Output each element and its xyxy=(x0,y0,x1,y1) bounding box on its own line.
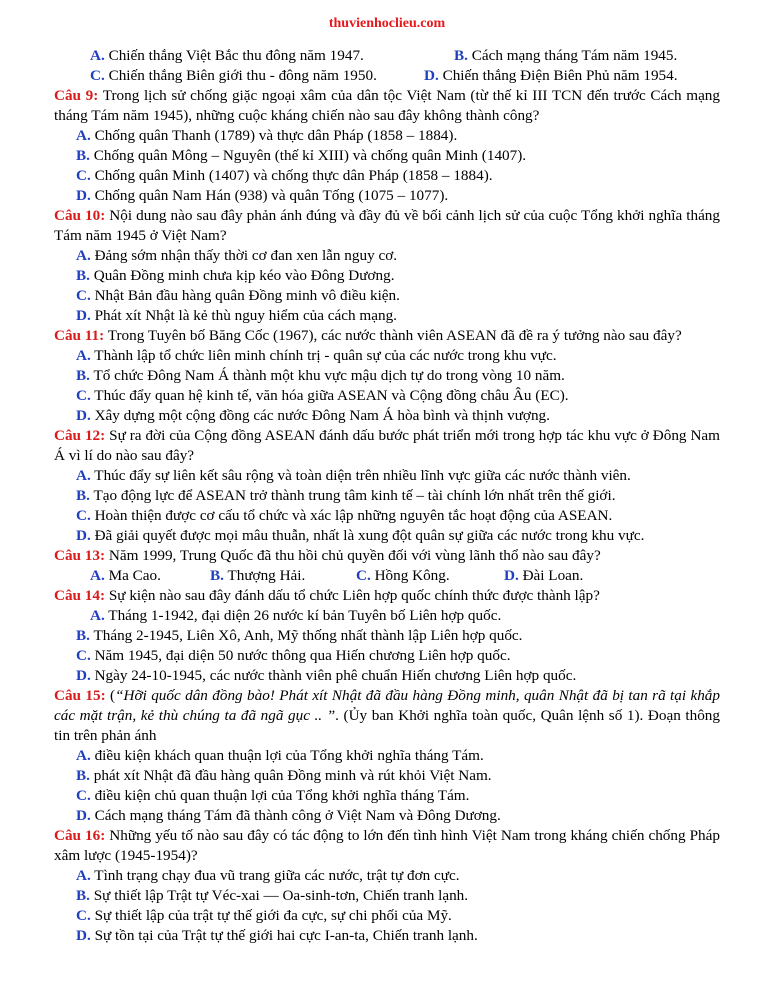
question-14: Câu 14: Sự kiện nào sau đây đánh dấu tổ chức Liên hợp quốc chính thức được thành lập? xyxy=(54,587,600,604)
q9-option-d: D. Chống quân Nam Hán (938) và quân Tống (1075 – 1077). xyxy=(76,187,449,204)
question-list xyxy=(54,46,720,946)
site-header: thuvienhoclieu.com xyxy=(328,16,446,31)
q15-option-c: C. điều kiện chủ quan thuận lợi của Tổng khởi nghĩa tháng Tám. xyxy=(76,787,470,804)
question-16: Câu 16: Những yếu tố nào sau đây có tác động to lớn đến tình hình Việt Nam trong kháng chiến chống Pháp xâm lược (1945-1954)? xyxy=(54,827,720,864)
options-row-2 xyxy=(54,66,720,86)
question-13: Câu 13: Năm 1999, Trung Quốc đã thu hồi chủ quyền đối với vùng lãnh thổ nào sau đây? xyxy=(54,547,601,564)
option-a: A. Chiến thắng Việt Bắc thu đông năm 1947. xyxy=(90,47,364,64)
question-9: Câu 9: Trong lịch sử chống giặc ngoại xâm của dân tộc Việt Nam (từ thế kỉ III TCN đến trước Cách mạng tháng Tám năm 1945), những cuộc kháng chiến nào sau đây không thành công? xyxy=(54,87,720,124)
option-c: C. Chiến thắng Biên giới thu - đông năm 1950. xyxy=(90,67,377,84)
q16-option-a: A. Tình trạng chạy đua vũ trang giữa các nước, trật tự đơn cực. xyxy=(76,867,460,884)
question-12: Câu 12: Sự ra đời của Cộng đồng ASEAN đánh dấu bước phát triển mới trong hợp tác khu vực ở Đông Nam Á vì lí do nào sau đây? xyxy=(54,427,720,464)
q15-option-d: D. Cách mạng tháng Tám đã thành công ở Việt Nam và Đông Dương. xyxy=(76,807,501,824)
q13-options-row xyxy=(54,566,720,586)
q11-option-a: A. Thành lập tổ chức liên minh chính trị - quân sự của các nước trong khu vực. xyxy=(76,347,557,364)
q12-option-c: C. Hoàn thiện được cơ cấu tổ chức và xác lập những nguyên tắc hoạt động của ASEAN. xyxy=(76,507,613,524)
q9-option-c: C. Chống quân Minh (1407) và chống thực dân Pháp (1858 – 1884). xyxy=(76,167,493,184)
q11-option-d: D. Xây dựng một cộng đồng các nước Đông Nam Á hòa bình và thịnh vượng. xyxy=(76,407,550,424)
q12-option-a: A. Thúc đẩy sự liên kết sâu rộng và toàn diện trên nhiều lĩnh vực giữa các nước thành viên. xyxy=(76,467,631,484)
q9-option-a: A. Chống quân Thanh (1789) và thực dân Pháp (1858 – 1884). xyxy=(76,127,458,144)
question-11: Câu 11: Trong Tuyên bố Băng Cốc (1967), các nước thành viên ASEAN đã đề ra ý tưởng nào sau đây? xyxy=(54,327,682,344)
quote-text: “Hỡi quốc dân đồng bào! Phát xít Nhật đã đầu hàng Đồng minh, quân Nhật đã bị tan rã tại khắp các mặt trận, kẻ thù chúng ta đã ngã gục .. ” xyxy=(54,687,720,724)
option-b: B. Cách mạng tháng Tám năm 1945. xyxy=(454,47,678,64)
q14-option-c: C. Năm 1945, đại diện 50 nước thông qua Hiến chương Liên hợp quốc. xyxy=(76,647,511,664)
q15-option-a: A. điều kiện khách quan thuận lợi của Tổng khởi nghĩa tháng Tám. xyxy=(76,747,484,764)
q13-option-c: C. Hồng Kông. xyxy=(356,567,450,584)
q9-option-b: B. Chống quân Mông – Nguyên (thế kỉ XIII) và chống quân Minh (1407). xyxy=(76,147,527,164)
q10-option-d: D. Phát xít Nhật là kẻ thù nguy hiểm của cách mạng. xyxy=(76,307,397,324)
q11-option-b: B. Tổ chức Đông Nam Á thành một khu vực mậu dịch tự do trong vòng 10 năm. xyxy=(76,367,565,384)
q16-option-c: C. Sự thiết lập của trật tự thế giới đa cực, sự chi phối của Mỹ. xyxy=(76,907,452,924)
q14-option-a: A. Tháng 1-1942, đại diện 26 nước kí bản Tuyên bố Liên hợp quốc. xyxy=(90,607,502,624)
q16-option-d: D. Sự tồn tại của Trật tự thế giới hai cực I-an-ta, Chiến tranh lạnh. xyxy=(76,927,478,944)
q10-option-a: A. Đảng sớm nhận thấy thời cơ đan xen lẫn nguy cơ. xyxy=(76,247,398,264)
q14-option-b: B. Tháng 2-1945, Liên Xô, Anh, Mỹ thống nhất thành lập Liên hợp quốc. xyxy=(76,627,523,644)
question-15: Câu 15: (“Hỡi quốc dân đồng bào! Phát xít Nhật đã đầu hàng Đồng minh, quân Nhật đã bị tan rã tại khắp các mặt trận, kẻ thù chúng ta đã ngã gục .. ”. (Ủy ban Khởi nghĩa toàn quốc, Quân lệnh số 1). Đoạn thông tin trên phản ánh xyxy=(54,687,720,744)
q16-option-b: B. Sự thiết lập Trật tự Véc-xai — Oa-sinh-tơn, Chiến tranh lạnh. xyxy=(76,887,469,904)
q14-option-d: D. Ngày 24-10-1945, các nước thành viên phê chuẩn Hiến chương Liên hợp quốc. xyxy=(76,667,577,684)
q15-option-b: B. phát xít Nhật đã đầu hàng quân Đồng minh và rút khỏi Việt Nam. xyxy=(76,767,492,784)
option-d: D. Chiến thắng Điện Biên Phủ năm 1954. xyxy=(424,67,678,84)
q13-option-b: B. Thượng Hải. xyxy=(210,567,306,584)
q11-option-c: C. Thúc đẩy quan hệ kinh tế, văn hóa giữa ASEAN và Cộng đồng châu Âu (EC). xyxy=(76,387,569,404)
q10-option-b: B. Quân Đồng minh chưa kịp kéo vào Đông Dương. xyxy=(76,267,395,284)
q10-option-c: C. Nhật Bản đầu hàng quân Đồng minh vô điều kiện. xyxy=(76,287,400,304)
q13-option-a: A. Ma Cao. xyxy=(90,567,161,584)
options-row-1 xyxy=(54,46,720,66)
question-10: Câu 10: Nội dung nào sau đây phản ánh đúng và đầy đủ về bối cảnh lịch sử của cuộc Tổng khởi nghĩa tháng Tám năm 1945 ở Việt Nam? xyxy=(54,207,720,244)
q12-option-b: B. Tạo động lực để ASEAN trở thành trung tâm kinh tế – tài chính lớn nhất trên thế giới. xyxy=(76,487,616,504)
q12-option-d: D. Đã giải quyết được mọi mâu thuẫn, nhất là xung đột quân sự giữa các nước trong khu vực. xyxy=(76,527,645,544)
q13-option-d: D. Đài Loan. xyxy=(504,567,584,584)
